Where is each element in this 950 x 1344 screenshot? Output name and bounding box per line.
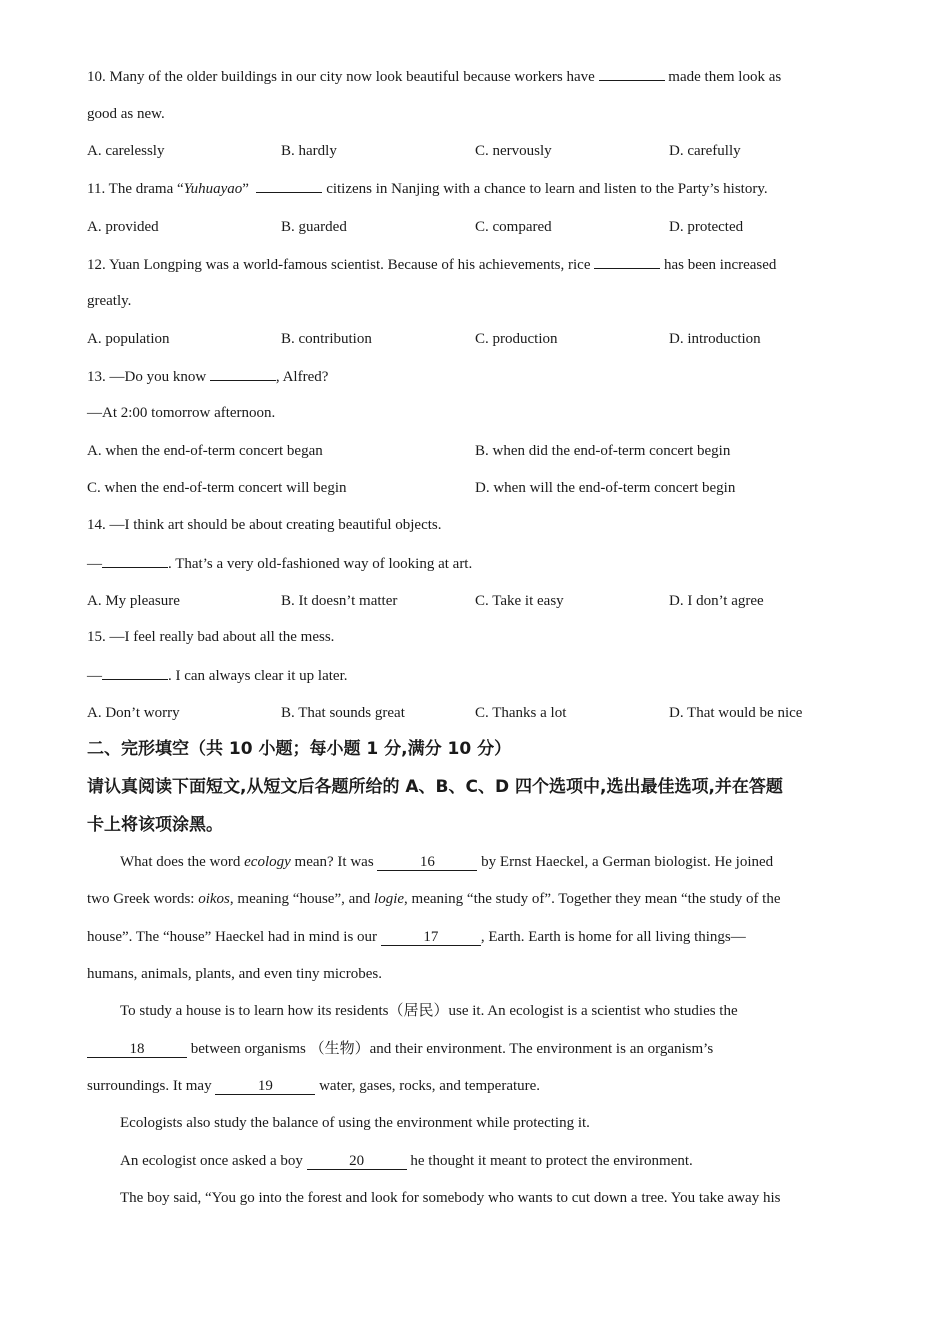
- q14-option-c[interactable]: C. Take it easy: [475, 593, 564, 609]
- q14-option-b[interactable]: B. It doesn’t matter: [281, 593, 398, 609]
- q15-option-b[interactable]: B. That sounds great: [281, 705, 405, 721]
- q10-option-a[interactable]: A. carelessly: [87, 143, 165, 159]
- passage-line: What does the word ecology mean? It was 16 by Ernst Haeckel, a German biologist. He joined: [120, 854, 774, 870]
- q14-option-d[interactable]: D. I don’t agree: [669, 593, 764, 609]
- passage-line: surroundings. It may 19 water, gases, rocks, and temperature.: [87, 1078, 541, 1094]
- q13-option-c[interactable]: C. when the end-of-term concert will begin: [87, 480, 347, 496]
- q15-stem: 15. —I feel really bad about all the mess.: [87, 629, 335, 645]
- section-instructions-cont: 卡上将该项涂黑。: [87, 815, 223, 835]
- q11-drama-title: Yuhuayao: [183, 181, 243, 197]
- q11-stem: 11. The drama “Yuhuayao” citizens in Nanjing with a chance to learn and listen to the Party’s history.: [87, 178, 768, 199]
- q11-option-c[interactable]: C. compared: [475, 219, 552, 235]
- q13-stem: 13. —Do you know , Alfred?: [87, 366, 328, 387]
- q14-option-a[interactable]: A. My pleasure: [87, 593, 180, 609]
- q13-reply: —At 2:00 tomorrow afternoon.: [87, 405, 276, 421]
- q12-option-a[interactable]: A. population: [87, 331, 170, 347]
- blank-20[interactable]: 20: [307, 1153, 407, 1170]
- q15-reply: — . I can always clear it up later.: [87, 665, 348, 686]
- q10-stem-cont: good as new.: [87, 106, 165, 122]
- q12-option-c[interactable]: C. production: [475, 331, 558, 347]
- q10-stem: 10. Many of the older buildings in our city now look beautiful because workers have made them look as: [87, 66, 781, 87]
- q11-blank[interactable]: [256, 178, 322, 193]
- passage-line: humans, animals, plants, and even tiny microbes.: [87, 966, 382, 982]
- q14-reply: — . That’s a very old-fashioned way of looking at art.: [87, 553, 472, 574]
- passage-line: two Greek words: oikos, meaning “house”, and logie, meaning “the study of”. Together they mean “the study of the: [87, 891, 781, 907]
- q10-option-d[interactable]: D. carefully: [669, 143, 741, 159]
- q10-option-c[interactable]: C. nervously: [475, 143, 552, 159]
- passage-line: An ecologist once asked a boy 20 he thought it meant to protect the environment.: [120, 1153, 693, 1169]
- q10-blank[interactable]: [599, 66, 665, 81]
- q12-option-d[interactable]: D. introduction: [669, 331, 761, 347]
- blank-19[interactable]: 19: [215, 1078, 315, 1095]
- q12-stem-cont: greatly.: [87, 293, 132, 309]
- q13-option-d[interactable]: D. when will the end-of-term concert begin: [475, 480, 736, 496]
- q12-stem: 12. Yuan Longping was a world-famous scientist. Because of his achievements, rice has been increased: [87, 254, 776, 275]
- blank-17[interactable]: 17: [381, 929, 481, 946]
- passage-line: house”. The “house” Haeckel had in mind is our 17 , Earth. Earth is home for all living things—: [87, 929, 746, 945]
- passage-line: The boy said, “You go into the forest and look for somebody who wants to cut down a tree. You take away his: [120, 1190, 781, 1206]
- blank-18[interactable]: 18: [87, 1041, 187, 1058]
- passage-line: Ecologists also study the balance of using the environment while protecting it.: [120, 1115, 590, 1131]
- q12-option-b[interactable]: B. contribution: [281, 331, 372, 347]
- q10-option-b[interactable]: B. hardly: [281, 143, 337, 159]
- q13-option-b[interactable]: B. when did the end-of-term concert begin: [475, 443, 731, 459]
- q14-blank[interactable]: [102, 553, 168, 568]
- q11-option-a[interactable]: A. provided: [87, 219, 159, 235]
- q15-blank[interactable]: [102, 665, 168, 680]
- passage-line: 18 between organisms （生物）and their environment. The environment is an organism’s: [87, 1039, 713, 1059]
- section-instructions: 请认真阅读下面短文,从短文后各题所给的 A、B、C、D 四个选项中,选出最佳选项,并在答题: [87, 777, 783, 797]
- q15-option-a[interactable]: A. Don’t worry: [87, 705, 180, 721]
- passage-line: To study a house is to learn how its residents（居民）use it. An ecologist is a scientist who studies the: [120, 1003, 738, 1019]
- q11-option-d[interactable]: D. protected: [669, 219, 744, 235]
- blank-16[interactable]: 16: [377, 854, 477, 871]
- q15-option-d[interactable]: D. That would be nice: [669, 705, 803, 721]
- q13-blank[interactable]: [210, 366, 276, 381]
- q11-option-b[interactable]: B. guarded: [281, 219, 347, 235]
- q12-blank[interactable]: [594, 254, 660, 269]
- section-title: 二、完形填空（共 10 小题；每小题 1 分,满分 10 分）: [87, 739, 512, 759]
- q14-stem: 14. —I think art should be about creating beautiful objects.: [87, 517, 442, 533]
- q15-option-c[interactable]: C. Thanks a lot: [475, 705, 567, 721]
- q13-option-a[interactable]: A. when the end-of-term concert began: [87, 443, 323, 459]
